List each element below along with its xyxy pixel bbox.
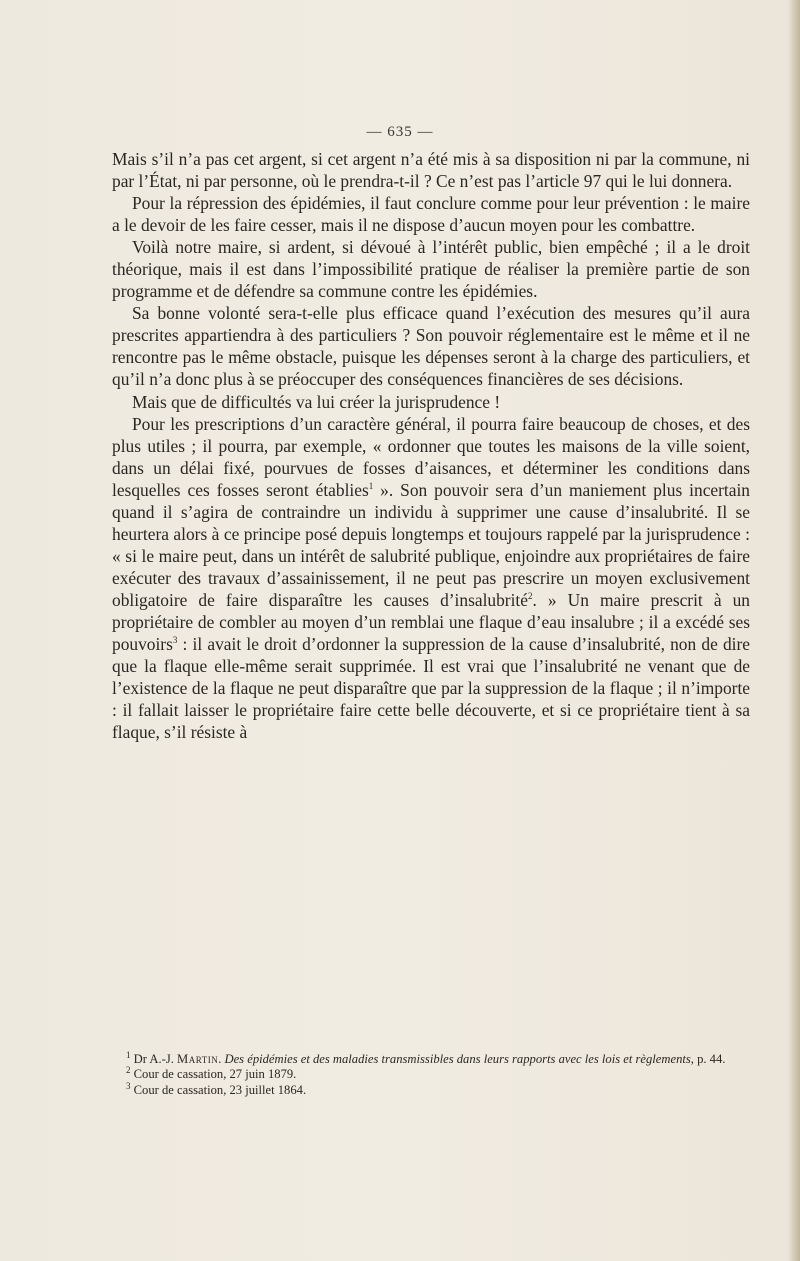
footnote-text: , p. 44. — [690, 1052, 726, 1066]
footnote-text: Cour de cassation, 23 juillet 1864. — [133, 1082, 307, 1097]
footnote-source-title: Des épidémies et des maladies transmissibles dans leurs rapports avec les lois et règlements — [224, 1052, 691, 1066]
footnote-1 — [112, 1049, 750, 1067]
paragraph: Sa bonne volonté sera-t-elle plus efficace quand l’exécution des mesures qu’il aura prescrites appartiendra à des particuliers ? Son pouvoir réglementaire est le même et il ne rencontre pas le même obstacle, puisque les dépenses seront à la charge des particuliers, et qu’il n’a donc plus à se préoccuper des conséquences financières de ses décisions. — [112, 303, 750, 390]
text-run: : il avait le droit d’ordonner la suppression de la cause d’insalubrité, non de dire que la flaque elle-même serait supprimée. Il est vrai que l’insalubrité ne venant que de l’existence de la flaque ne peut disparaître que par la suppression de la flaque ; il n’importe : il fallait laisser le propriétaire faire cette belle découverte, et si ce propriétaire tient à sa flaque, s’il résiste à — [112, 634, 750, 743]
footnote-2 — [112, 1067, 750, 1082]
paragraph: Voilà notre maire, si ardent, si dévoué à l’intérêt public, bien empêché ; il a le droit théorique, mais il est dans l’impossibilité pratique de réaliser la première partie de son programme et de défendre sa commune contre les épidémies. — [112, 237, 750, 302]
footnote-text: Dr A.-J. — [133, 1052, 178, 1066]
footnote-mark: 2 — [126, 1065, 131, 1076]
footnote-mark: 1 — [126, 1049, 131, 1060]
paragraph-with-footnotes — [112, 413, 750, 744]
paragraph: Pour la répression des épidémies, il faut conclure comme pour leur prévention : le maire a le devoir de les faire cesser, mais il ne dispose d’aucun moyen pour les combattre. — [112, 193, 750, 236]
footnote-text: . — [218, 1052, 225, 1066]
footnote-ref-1: 1 — [368, 480, 374, 491]
text-run: Pour les prescriptions d’un caractère général, il pourra faire beaucoup de choses, et des plus utiles ; il pourra, par exemple, « ordonner que toutes les maisons de la ville soient, dans un délai fixé, pourvues de fosses d’aisances, et déterminer les conditions dans lesquelles ces fosses seront établies — [112, 413, 750, 500]
text-run: . » Un maire prescrit à un propriétaire de combler au moyen d’un remblai une flaque d’eau insalubre ; il a excédé ses pouvoirs — [112, 589, 750, 655]
footnotes — [112, 1049, 750, 1098]
footnote-text: Cour de cassation, 27 juin 1879. — [133, 1067, 297, 1082]
footnote-ref-2: 2 — [527, 591, 533, 602]
footnote-mark: 3 — [126, 1080, 131, 1091]
paragraph: Mais que de difficultés va lui créer la jurisprudence ! — [132, 391, 501, 412]
page-edge-shadow — [788, 0, 800, 1261]
text-run: ». Son pouvoir sera d’un maniement plus incertain quand il s’agira de contraindre un individu à supprimer une cause d’insalubrité. Il se heurtera alors à ce principe posé depuis longtemps et toujours rappelé par la jurisprudence : « si le maire peut, dans un intérêt de salubrité publique, enjoindre aux propriétaires de faire exécuter des travaux d’assainissement, il ne peut pas prescrire un moyen exclusivement obligatoire de faire disparaître les causes d’insalubrité — [112, 479, 750, 610]
main-text — [112, 148, 750, 743]
footnote-3 — [112, 1080, 750, 1098]
page-number: — 635 — — [366, 124, 434, 140]
footnote-author: Martin — [177, 1052, 219, 1066]
footnote-ref-3: 3 — [172, 635, 178, 646]
paragraph: Mais s’il n’a pas cet argent, si cet argent n’a été mis à sa disposition ni par la commune, ni par l’État, ni par personne, où le prendra-t-il ? Ce n’est pas l’article 97 qui le lui donnera. — [112, 149, 750, 192]
